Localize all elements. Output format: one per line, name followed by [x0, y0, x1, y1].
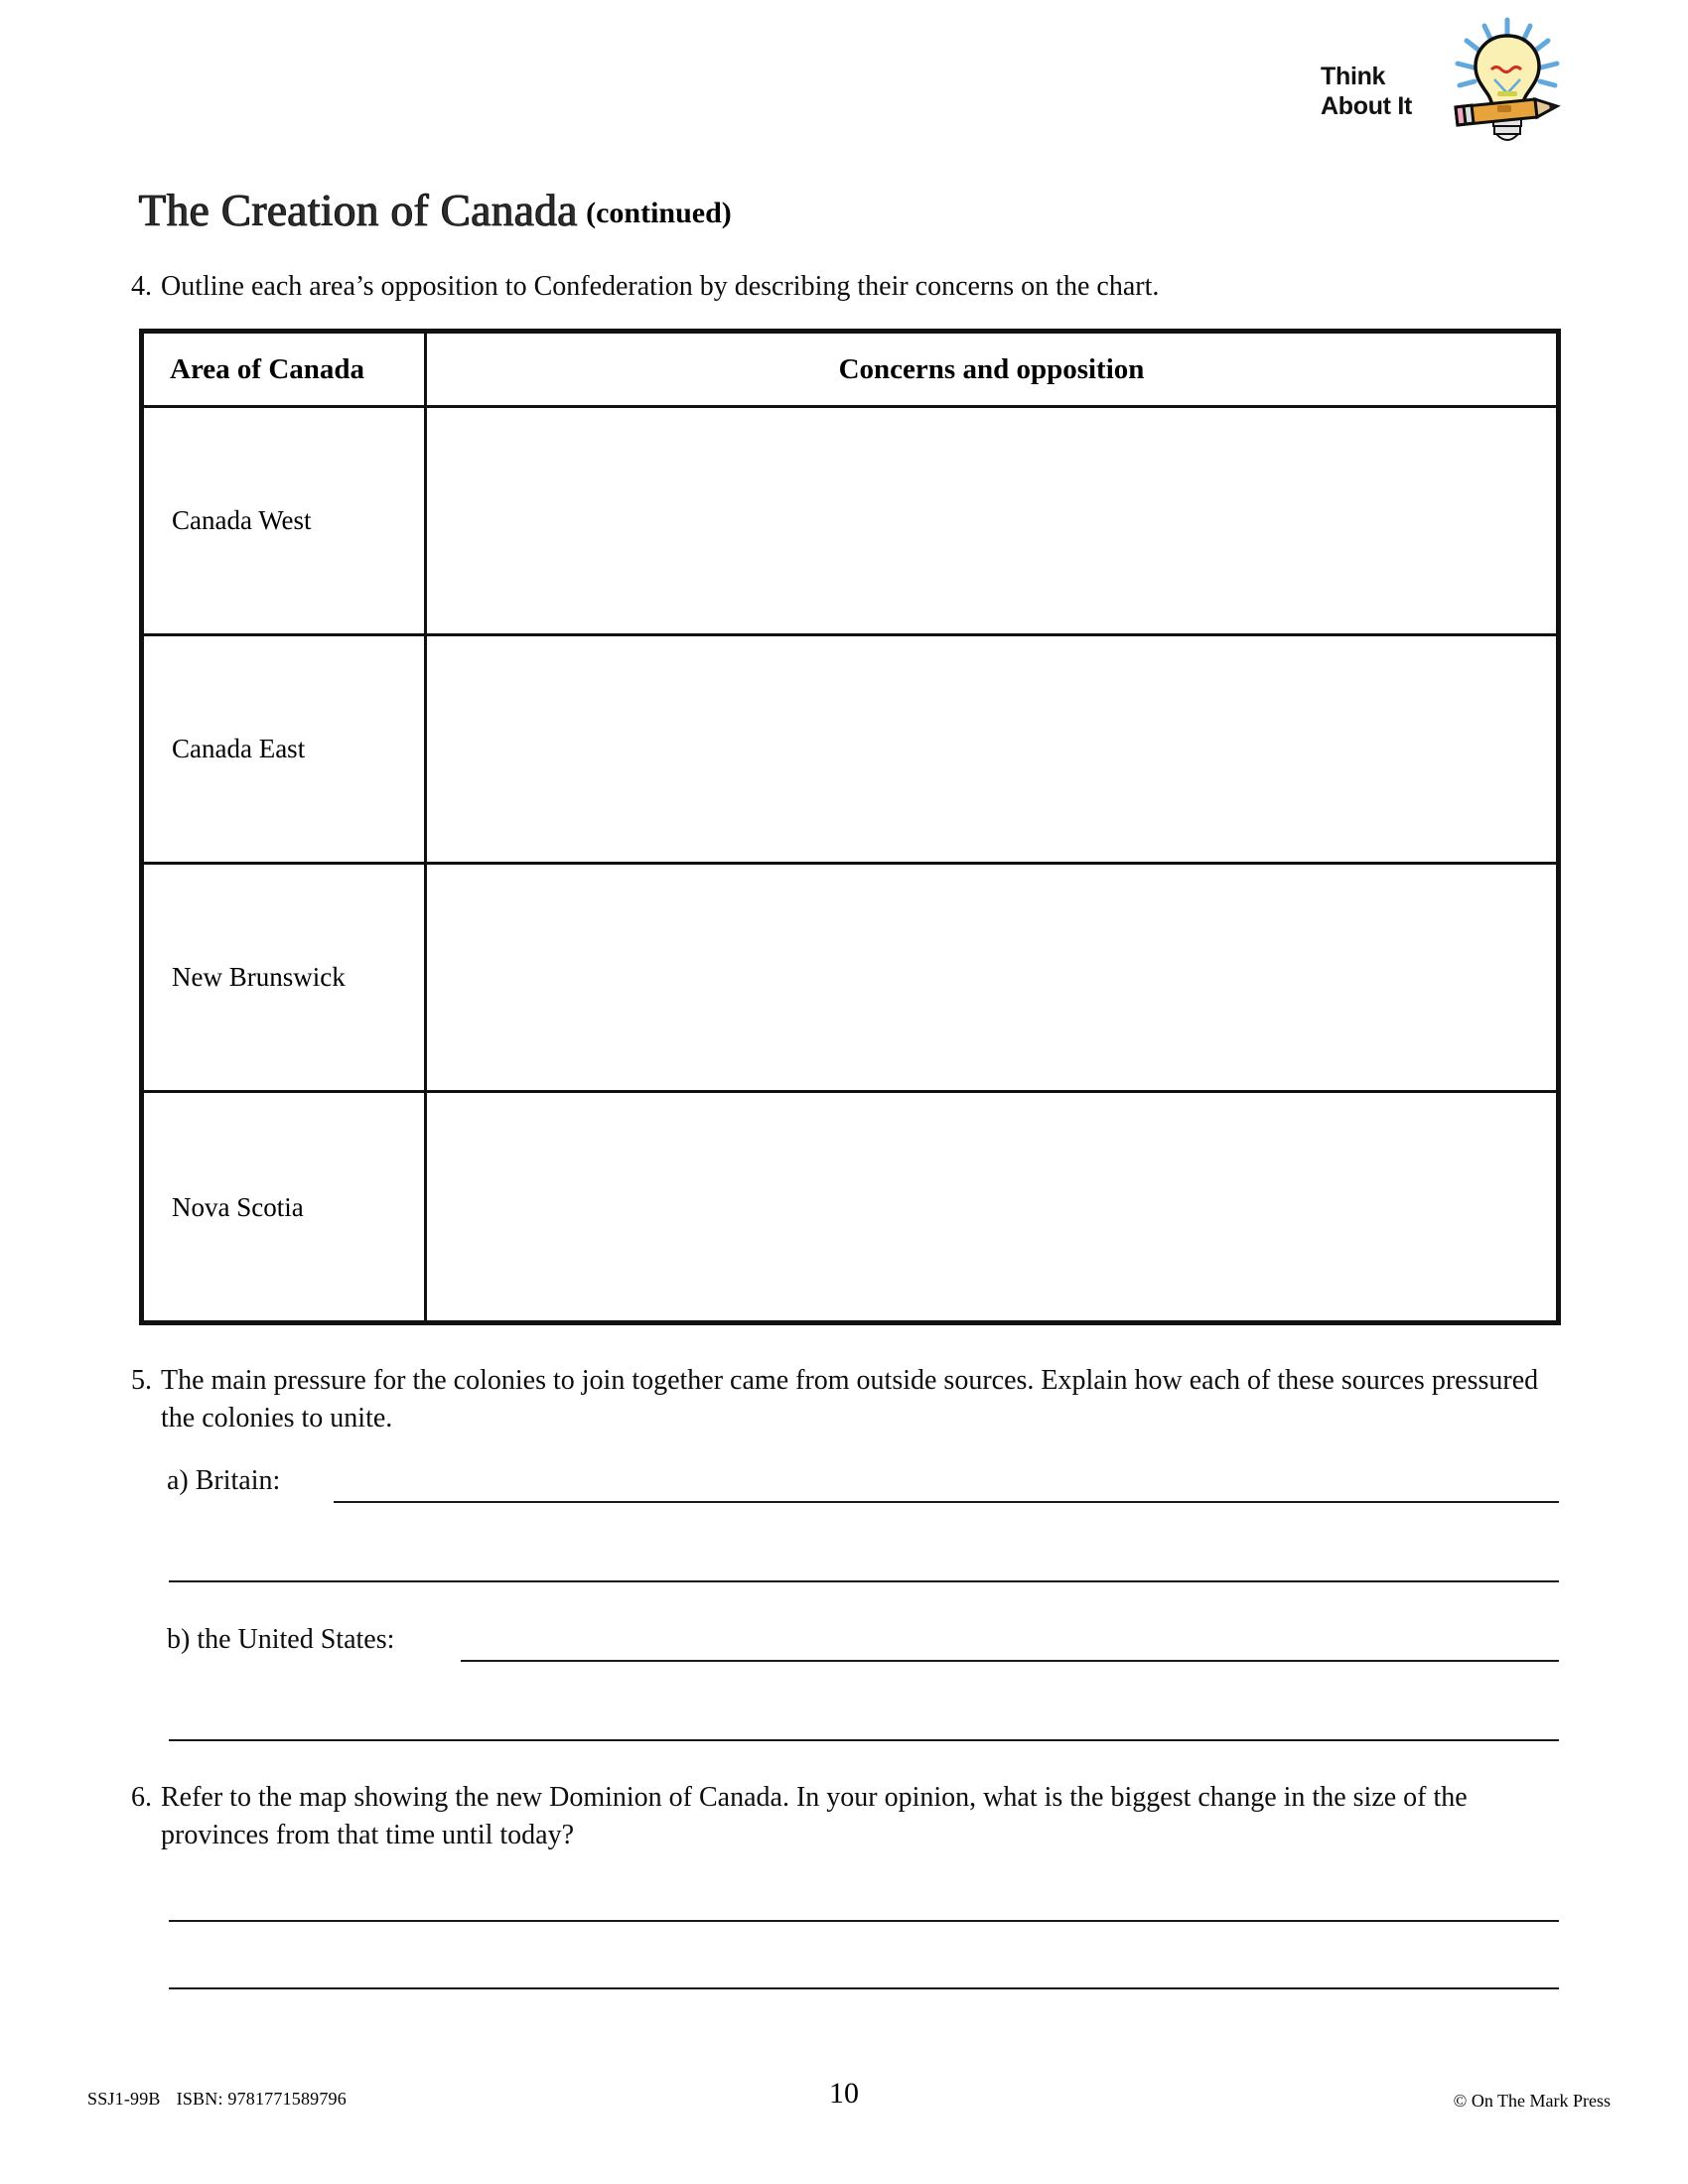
answer-area[interactable] — [427, 636, 1556, 862]
page-title-main: The Creation of Canada — [139, 186, 579, 235]
answer-area[interactable] — [427, 1093, 1556, 1321]
table-header-area-of-canada: Area of Canada — [144, 334, 427, 405]
answer-cell-nova-scotia[interactable] — [427, 1093, 1556, 1321]
question-5-number: 5. — [131, 1365, 152, 1396]
logo-text-line1: Think — [1321, 63, 1386, 90]
row-label-text: New Brunswick — [172, 962, 346, 992]
question-5b-label: b) the United States: — [167, 1624, 395, 1655]
table-row — [144, 1093, 1556, 1321]
table-row — [144, 636, 1556, 865]
page-number: 10 — [829, 2077, 859, 2110]
table-row — [144, 408, 1556, 636]
answer-line-6-2[interactable] — [169, 1987, 1559, 1989]
question-6-text: Refer to the map showing the new Dominion of Canada. In your opinion, what is the biggest change in the size of the provinces from that time until today? — [161, 1782, 1468, 1850]
concerns-chart — [139, 329, 1561, 1325]
question-5a-label: a) Britain: — [167, 1465, 281, 1496]
question-4-text: Outline each area’s opposition to Confederation by describing their concerns on the chart. — [161, 271, 1160, 302]
row-label-text: Canada East — [172, 734, 306, 763]
answer-line-5b-2[interactable] — [169, 1739, 1559, 1741]
row-label-canada-west — [144, 408, 427, 633]
page-title-continued: (continued) — [586, 197, 732, 229]
row-label-new-brunswick — [144, 865, 427, 1090]
row-label-text: Nova Scotia — [172, 1191, 304, 1222]
answer-line-5a-2[interactable] — [169, 1580, 1559, 1582]
row-label-text: Canada West — [172, 505, 312, 535]
logo-text-line2: About It — [1321, 92, 1413, 120]
lightbulb-pencil-icon — [1438, 14, 1569, 153]
row-label-canada-east — [144, 636, 427, 862]
page-title — [139, 185, 732, 236]
answer-line-6-1[interactable] — [169, 1920, 1559, 1922]
answer-cell-canada-west[interactable] — [427, 408, 1556, 633]
question-4 — [131, 268, 1581, 306]
footer-copyright: © On The Mark Press — [1453, 2091, 1611, 2111]
table-header-concerns: Concerns and opposition — [838, 352, 1145, 385]
question-6-number: 6. — [131, 1782, 152, 1813]
footer-product-code: SSJ1-99B — [87, 2089, 161, 2109]
logo-text — [1321, 62, 1452, 121]
answer-cell-canada-east[interactable] — [427, 636, 1556, 862]
answer-line-5b-1[interactable] — [461, 1660, 1559, 1662]
answer-area[interactable] — [427, 865, 1556, 1090]
footer-isbn: ISBN: 9781771589796 — [176, 2089, 347, 2109]
think-about-it-logo — [1321, 14, 1569, 153]
question-5 — [131, 1362, 1561, 1437]
question-5-text: The main pressure for the colonies to join together came from outside sources. Explain how each of these sources pressured the colonies to unite. — [161, 1365, 1539, 1433]
answer-cell-new-brunswick[interactable] — [427, 865, 1556, 1090]
question-4-number: 4. — [131, 271, 152, 302]
answer-line-5a-1[interactable] — [334, 1501, 1559, 1503]
question-6 — [131, 1779, 1561, 1854]
table-header-row — [144, 334, 1556, 408]
answer-area[interactable] — [427, 408, 1556, 633]
row-label-nova-scotia — [144, 1093, 427, 1321]
table-row — [144, 865, 1556, 1093]
